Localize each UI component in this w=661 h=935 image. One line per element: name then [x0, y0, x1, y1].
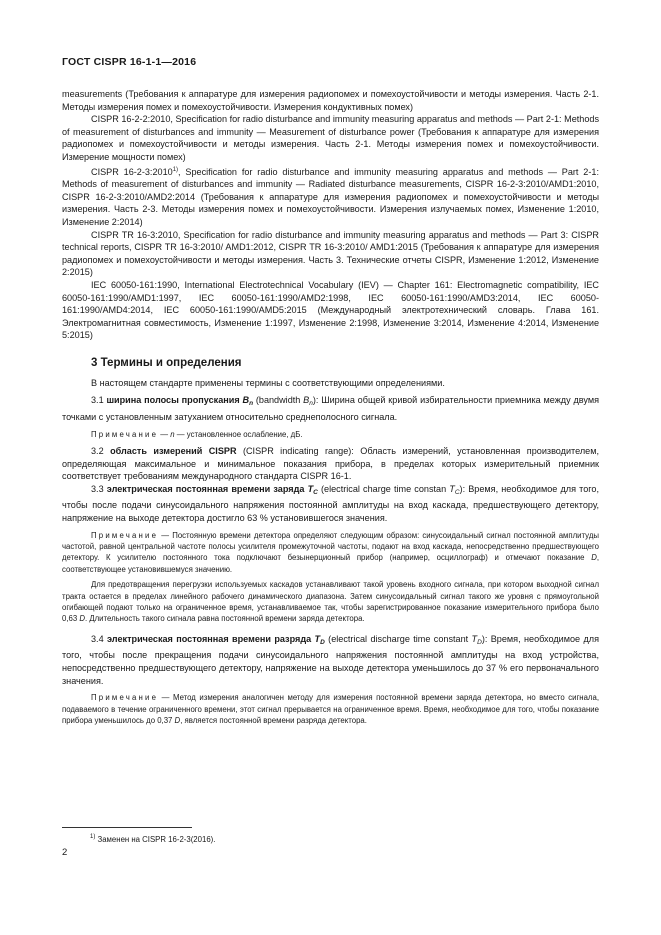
term-definition: ): Время, необходимое для того, чтобы после подачи синусоидального напряжения постоянной амплитуды на вход каскада, предшествующего детектору, напряжение на выходе детектора достигло 63 % установившегося значения. — [62, 483, 599, 524]
term-en-symbol-sub: C — [454, 488, 460, 496]
note-label: Примечание — [91, 429, 159, 439]
document-header: ГОСТ CISPR 16-1-1—2016 — [62, 56, 197, 68]
note-var: n — [170, 429, 175, 439]
reference-cont: measurements (Требования к аппаратуре для измерения радиопомех и помехоустойчивости и методы измерения. Часть 2-1. Методы измерения помех и помехоустойчивости. Измерения кондуктивных помех) — [62, 89, 599, 112]
reference-cispr-tr-16-3: CISPR TR 16-3:2010, Specification for radio disturbance and immunity measuring apparatus and methods — Part 3: CISPR technical reports, CISPR TR 16-3:2010/ AMD1:2012, CISPR TR 16-3:2010/ AMD1:2015 (Требования к аппаратуре для измерения радиопомех и помехоустойчивости и методы измерения. Часть 3. Технические отчеты CISPR, Изменение 1:2012, Изменение 2:2015) — [62, 229, 599, 278]
note-text: Для предотвращения перегрузки используемых каскадов устанавливают такой уровень входного сигнала, при котором выходной сигнал тракта остается в пределах линейного рабочего динамического диапазона. Затем синусоидальный сигнал такого же уровня с прямоугольной огибающей подают только на ограниченное время, устанавливаемое так, чтобы зарегистрированное показание измерительного прибора было 0,63 — [62, 580, 599, 624]
note-text-end: . Длительность такого сигнала равна постоянной времени заряда детектора. — [84, 614, 365, 624]
note-dash: — — [158, 530, 173, 540]
term-name: электрическая постоянная времени заряда — [106, 483, 308, 494]
note-dash: — — [158, 429, 171, 439]
term-symbol: T — [314, 633, 321, 644]
document-page — [62, 56, 599, 726]
footnote-number: 1) — [90, 834, 96, 840]
footnote-mark: 1) — [172, 166, 179, 173]
term-3-4 — [62, 633, 599, 687]
term-en: (bandwidth — [253, 395, 304, 406]
note-label: Примечание — [91, 530, 159, 540]
footnote-text: Заменен на CISPR 16-2-3(2016). — [97, 835, 216, 844]
note-3-3 — [62, 530, 599, 576]
footnote — [90, 832, 215, 845]
note-text: Метод измерения аналогичен методу для измерения постоянной времени заряда детектора, но вместо сигнала, подаваемого в течение ограниченного времени, этот сигнал прерывается на ограниченное время. Время, необходимое для того, чтобы показание прибора уменьшилось до 0,37 — [62, 693, 599, 726]
term-number: 3.2 — [91, 446, 111, 457]
page-number: 2 — [62, 847, 68, 858]
reference-cispr-16-2-3 — [62, 164, 599, 229]
term-number: 3.4 — [91, 633, 108, 644]
term-definition: ): Ширина общей кривой избирательности приемника между двумя точками с установленным затуханием относительно среднеполосного сигнала. — [62, 395, 599, 423]
note-var: D — [591, 553, 597, 563]
note-text: — установленное ослабление, дБ. — [174, 429, 303, 439]
section-intro: В настоящем стандарте применены термины с соответствующими определениями. — [91, 377, 445, 388]
note-3-1 — [62, 429, 599, 440]
term-3-3 — [62, 483, 599, 525]
term-en: (electrical charge time constan — [317, 483, 450, 494]
term-3-2 — [62, 445, 599, 483]
term-symbol: B — [242, 395, 250, 406]
term-definition: (CISPR indicating range): Область измерений, установленная производителем, определяющая максимальное и минимальное показания прибора, в пределах которых измерительный приемник соответствует требованиям международного стандарта CISPR 16-1. — [62, 446, 599, 482]
note-3-4 — [62, 692, 599, 726]
term-symbol-sub: C — [313, 488, 318, 496]
term-en: (electrical discharge time constant — [324, 633, 472, 644]
reference-cispr-16-2-2: CISPR 16-2-2:2010, Specification for radio disturbance and immunity measuring apparatus and methods — Part 2-1: Methods of measurement of disturbances and immunity — Measurement of disturbance power (Требования к аппаратуре для измерения радиопомех и помехоустойчивости и методы измерения. Часть 2-1. Методы измерения помех и помехоустойчивости. Измерение мощности помех) — [62, 114, 599, 162]
ref3-lead: CISPR 16-2-3:2010 — [91, 166, 173, 177]
term-en-symbol: T — [449, 483, 455, 494]
term-definition: ): Время, необходимое для того, чтобы после прекращения подачи синусоидального напряжения постоянной амплитуды на вход устройства, непосредственно предшествующего детектору, напряжение на выходе детектора уменьшилось до 37 % его первоначального значения. — [62, 633, 599, 686]
ref3-text: Specification for radio disturbance and immunity measuring apparatus and methods — Part 2-1: Methods of measurement of disturbances and immunity — Radiated disturbance measurements, CISPR 16-2-3:2010/AMD1:2010, CISPR 16-2-3:2010/AMD2:2014 (Требования к аппаратуре для измерения радиопомех и помехоустойчивости и методы измерения. Часть 2-3. Методы измерения помех и помехоустойчивости. Измерения излучаемых помех, Изменение 1:2010, Изменение 2:2014) — [62, 166, 599, 227]
term-symbol-sub: n — [249, 400, 254, 408]
reference-iec-60050-161: IEC 60050-161:1990, International Electrotechnical Vocabulary (IEV) — Chapter 161: Electromagnetic compatibility, IEC 60050-161:1990/AMD1:1997, IEC 60050-161:1990/AMD2:1998, IEC 60050-161:1990/AMD3:2014, IEC 60050-161:1990/AMD4:2014, IEC 60050-161:1990/AMD5:2015 (Международный электротехнический словарь. Глава 161. Электромагнитная совместимость, Изменение 1:1997, Изменение 2:1998, Изменение 3:2014, Изменение 4:2014, Изменение 5:2015) — [62, 279, 599, 341]
term-symbol: T — [307, 483, 314, 494]
term-number: 3.1 — [91, 395, 107, 406]
note-dash: — — [158, 693, 173, 703]
ref3-sep: , — [178, 166, 186, 177]
term-en-symbol: B — [303, 395, 310, 406]
term-name: область измерений CISPR — [110, 446, 237, 457]
section-heading: 3 Термины и определения — [91, 356, 242, 369]
term-number: 3.3 — [91, 483, 107, 494]
term-name: ширина полосы пропускания — [106, 395, 243, 406]
note-var: D — [79, 614, 85, 624]
note-label: Примечание — [91, 693, 159, 703]
term-symbol-sub: D — [320, 638, 325, 646]
term-name: электрическая постоянная времени разряда — [107, 633, 315, 644]
term-en-symbol: T — [471, 633, 478, 644]
note-3-3-continued — [62, 579, 599, 625]
note-text: Постоянную времени детектора определяют следующим образом: синусоидальный сигнал постоянной амплитуды частотой, равной центральной частоте полосы усилителя промежуточной частоты, подают на вход каскада, непосредственно предшествующего детектору. К усилителю постоянного тока подключают безынерционный прибор (например, осциллограф) и отмечают показание — [62, 530, 599, 563]
term-3-1 — [62, 394, 599, 423]
footnote-separator — [62, 827, 192, 828]
note-text-end: , соответствующее установившемуся значению. — [62, 553, 599, 574]
note-var: D — [174, 716, 181, 726]
term-en-symbol-sub: n — [309, 400, 313, 408]
term-en-symbol-sub: D — [477, 638, 482, 646]
note-text-end: , является постоянной времени разряда детектора. — [180, 716, 367, 726]
